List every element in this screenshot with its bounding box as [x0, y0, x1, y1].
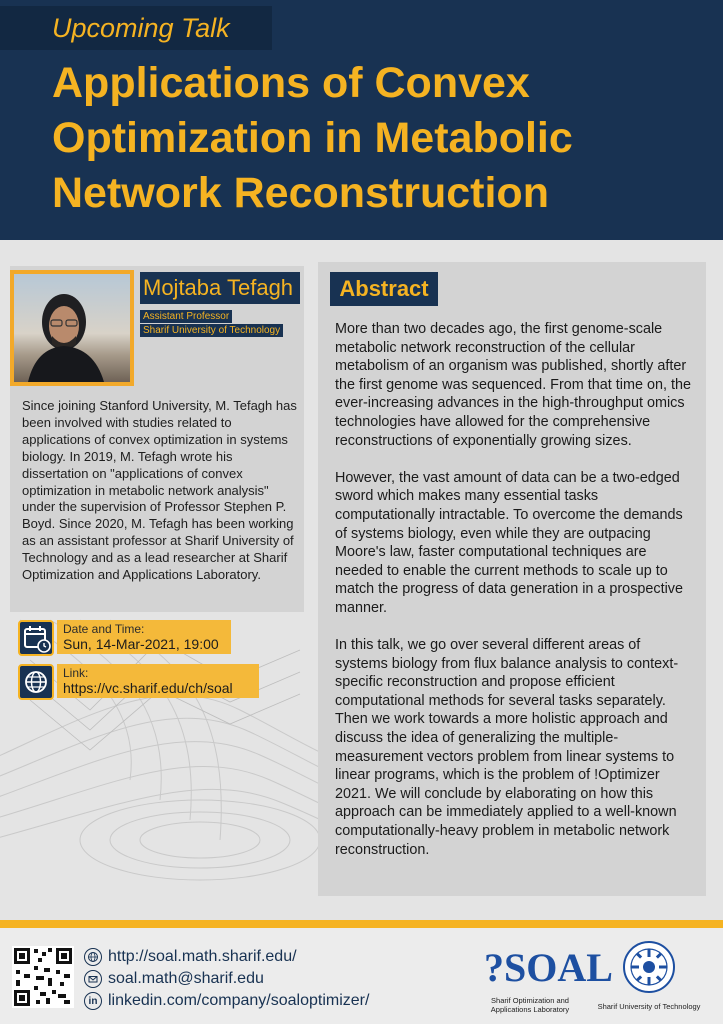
abstract-paragraph: However, the vast amount of data can be a two-edged sword which makes many essential tasks computationally intractable. To overcome the demands of systems biology, even while they are outpacing Moore's law, faster computational techniques are needed to enable the current methods to scale up to match the progress of data generation in a prospective manner. — [335, 469, 683, 616]
datetime-label: Date and Time: — [63, 622, 145, 636]
speaker-bio: Since joining Stanford University, M. Tefagh has been involved with studies related to applications of convex optimization in systems biology. In 2019, M. Tefagh wrote his dissertation on "applications of convex optimization in metabolic network analysis" under the supervision of Professor Stephen P. Boyd. Since 2020, M. Tefagh has been working as an assistant professor at Sharif University of Technology and as a lead researcher at Sharif Optimization and Applications Laboratory. — [22, 398, 297, 583]
speaker-affiliation: Sharif University of Technology — [140, 324, 283, 337]
abstract-paragraph: In this talk, we go over several different areas of systems biology from flux balance analysis to context-specific reconstruction and propose efficient computational methods for several tasks separately. Then we work towards a more holistic approach and discuss the idea of generalizing the multiple-measurement vectors problem from linear systems to linear programs, which is the problem of !Optimizer 2021. We will conclude by elaborating on how this approach can be immediately applied to a well-known computationally-heavy problem in metabolic network reconstruction. — [335, 637, 679, 858]
email-contact[interactable] — [84, 970, 264, 988]
linkedin-icon: in — [84, 992, 102, 1010]
qr-code-icon[interactable] — [12, 946, 74, 1008]
website-contact[interactable] — [84, 948, 297, 966]
email-link[interactable]: soal.math@sharif.edu — [108, 970, 264, 987]
speaker-name: Mojtaba Tefagh — [140, 272, 300, 304]
sharif-caption: Sharif University of Technology — [597, 1002, 701, 1011]
meeting-link[interactable]: https://vc.sharif.edu/ch/soal — [63, 680, 233, 696]
globe-icon — [18, 664, 54, 700]
globe-small-icon — [84, 948, 102, 966]
abstract-body — [335, 320, 695, 878]
sharif-university-seal-icon — [622, 940, 676, 994]
calendar-icon — [18, 620, 54, 656]
datetime-box — [57, 620, 231, 654]
soal-caption: Sharif Optimization and Applications Laboratory — [490, 996, 570, 1014]
footer-divider — [0, 920, 723, 928]
speaker-photo — [10, 270, 134, 386]
soal-logo: ?SOAL — [484, 945, 613, 990]
link-box — [57, 664, 259, 698]
speaker-portrait-image — [14, 274, 130, 382]
talk-title: Applications of Convex Optimization in Metabolic Network Reconstruction — [52, 59, 573, 217]
linkedin-link[interactable]: linkedin.com/company/soaloptimizer/ — [108, 992, 370, 1009]
link-label: Link: — [63, 666, 89, 680]
abstract-heading: Abstract — [330, 272, 438, 306]
abstract-paragraph: More than two decades ago, the first genome-scale metabolic network reconstruction of the cellular metabolism of an organism was published, shortly after the first genome was sequenced. From that time on, the ever-increasing advances in the high-throughput omics technologies have allowed for the comprehensive reconstructions of exponentially growing sizes. — [335, 321, 691, 449]
upcoming-talk-tag: Upcoming Talk — [0, 6, 272, 50]
envelope-icon — [84, 970, 102, 988]
datetime-value: Sun, 14-Mar-2021, 19:00 — [63, 636, 219, 652]
speaker-role: Assistant Professor — [140, 310, 232, 323]
header-banner — [0, 0, 723, 240]
website-link[interactable]: http://soal.math.sharif.edu/ — [108, 948, 297, 965]
linkedin-contact[interactable] — [84, 992, 369, 1010]
